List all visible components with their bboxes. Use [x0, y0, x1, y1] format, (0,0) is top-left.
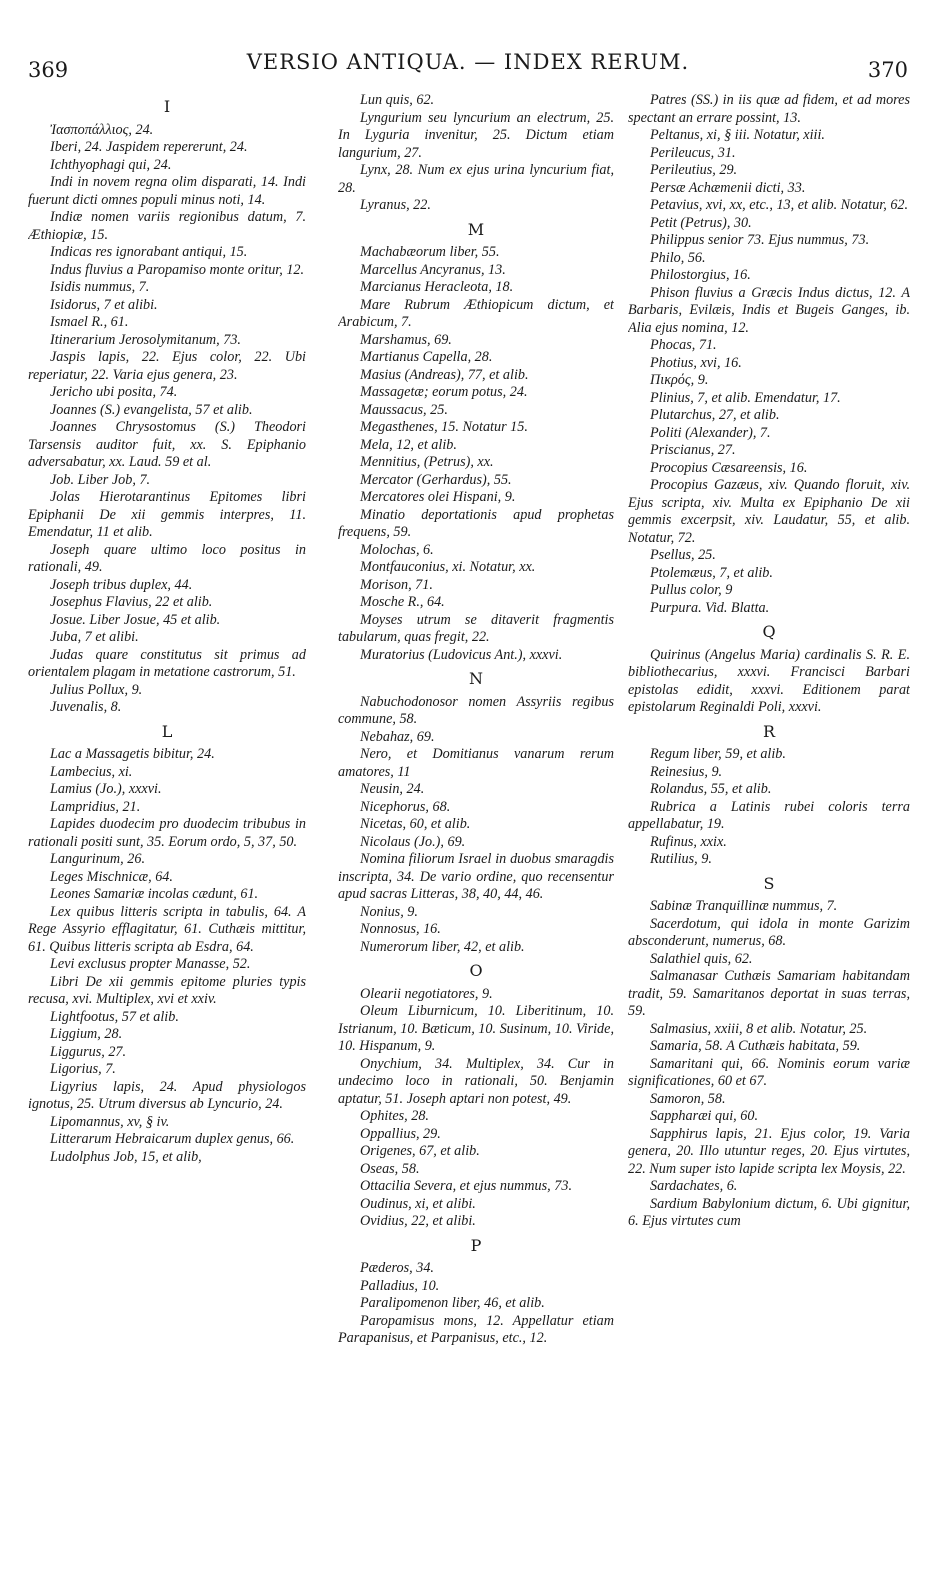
index-entry: Maussacus, 25.	[360, 401, 448, 418]
index-entry: Lyngurium seu lyncurium an electrum, 25. In Lyguria invenitur, 25. Dictum etiam langurium, 27.	[338, 109, 614, 161]
index-entry: Julius Pollux, 9.	[50, 681, 143, 698]
index-entry: Pullus color, 9	[650, 582, 733, 598]
index-entry: Mela, 12, et alib.	[360, 436, 457, 453]
index-entry: Onychium, 34. Multiplex, 34. Cur in undecimo loco in rationali, 50. Benjamin aptatur, 51. Joseph aptari non potest, 49.	[338, 1055, 614, 1107]
page-header	[28, 44, 908, 84]
index-entry: Levi exclusus propter Manasse, 52.	[50, 956, 251, 972]
index-entry: Rolandus, 55, et alib.	[650, 781, 772, 797]
index-entry: Massagetæ; eorum potus, 24.	[360, 384, 528, 400]
index-entry: Leges Mischnicæ, 64.	[50, 868, 173, 885]
index-entry: Marcianus Heracleota, 18.	[360, 279, 514, 295]
index-column-3	[628, 92, 910, 1562]
index-entry: Perileucus, 31.	[650, 144, 736, 161]
section-letter: O	[469, 961, 483, 980]
index-entry: Joannes Chrysostomus (S.) Theodori Tarsensis auditor fuit, xx. S. Epiphanio adversabatur, xx. Laud. 59 et al.	[28, 419, 306, 470]
index-entry: Lambecius, xi.	[50, 763, 133, 780]
index-entry: Isidorus, 7 et alibi.	[50, 296, 158, 313]
index-entry: Persæ Achæmenii dicti, 33.	[650, 179, 806, 196]
index-entry: Nonnosus, 16.	[360, 921, 441, 937]
index-entry: Mercator (Gerhardus), 55.	[360, 471, 512, 488]
index-entry: Itinerarium Jerosolymitanum, 73.	[50, 331, 241, 348]
index-entry: Palladius, 10.	[360, 1277, 440, 1294]
index-entry: Nonius, 9.	[360, 903, 418, 920]
index-entry: Rubrica a Latinis rubei coloris terra appellabatur, 19.	[628, 798, 910, 832]
index-entry: Lipomannus, xv, § iv.	[50, 1113, 170, 1130]
index-entry: Leones Samariæ incolas cædunt, 61.	[50, 886, 259, 902]
index-entry: Moyses utrum se ditaverit fragmentis tabularum, quas fregit, 22.	[338, 611, 614, 645]
index-entry: Indicas res ignorabant antiqui, 15.	[50, 244, 248, 260]
index-entry: Oudinus, xi, et alibi.	[360, 1195, 476, 1212]
index-entry: Masius (Andreas), 77, et alib.	[360, 366, 529, 383]
index-entry: Oleum Liburnicum, 10. Liberitinum, 10. Istrianum, 10. Bæticum, 10. Susinum, 10. Viride, 10. Hispanum, 9.	[338, 1003, 614, 1054]
index-entry: Ottacilia Severa, et ejus nummus, 73.	[360, 1178, 572, 1194]
index-entry: Sacerdotum, qui idola in monte Garizim absconderunt, numerus, 68.	[628, 915, 910, 949]
index-entry: Ichthyophagi qui, 24.	[50, 156, 172, 173]
index-entry: Isidis nummus, 7.	[50, 279, 150, 295]
index-entry: Muratorius (Ludovicus Ant.), xxxvi.	[360, 646, 563, 663]
index-entry: Mennitius, (Petrus), xx.	[360, 454, 494, 470]
index-entry: Πικρός, 9.	[650, 372, 709, 388]
index-entry: Nicetas, 60, et alib.	[360, 816, 471, 832]
index-column-1	[28, 92, 306, 1562]
index-entry: Morison, 71.	[360, 576, 433, 593]
index-entry: Litterarum Hebraicarum duplex genus, 66.	[50, 1131, 295, 1147]
index-entry: Ἰασποπάλλιος, 24.	[50, 121, 154, 138]
index-entry: Procopius Gazæus, xiv. Quando floruit, xiv. Ejus scripta, xiv. Multa ex Epiphanio De xii gemmis excerpsit, xiv. Laudatur, 55, et alib. Notatur, 72.	[628, 477, 910, 546]
section-letter: Q	[762, 622, 776, 641]
index-entry: Procopius Cæsareensis, 16.	[650, 459, 808, 476]
index-entry: Quirinus (Angelus Maria) cardinalis S. R. E. bibliothecarius, xxxvi. Francisci Barbari epistolas edidit, xxxvi. Editionem parat epistolarum Reginaldi Poli, xxxvi.	[628, 646, 910, 715]
index-entry: Neusin, 24.	[360, 781, 425, 797]
index-entry: Sappharæi qui, 60.	[650, 1108, 758, 1124]
index-entry: Sardachates, 6.	[650, 1178, 738, 1194]
index-entry: Psellus, 25.	[650, 547, 716, 563]
index-entry: Samaria, 58. A Cuthæis habitata, 59.	[650, 1038, 861, 1054]
index-entry: Nomina filiorum Israel in duobus smaragdis inscripta, 34. De vario ordine, quo recensentur apud sacras Litteras, 38, 40, 44, 46.	[338, 851, 614, 902]
index-entry: Lex quibus litteris scripta in tabulis, 64. A Rege Assyrio efflagitatur, 61. Cuthæis mittitur, 61. Quibus litteris scripta ab Esdra, 64.	[28, 903, 306, 955]
index-entry: Machabæorum liber, 55.	[360, 244, 500, 260]
index-entry: Lampridius, 21.	[50, 798, 141, 815]
index-entry: Politi (Alexander), 7.	[650, 424, 771, 441]
index-entry: Phocas, 71.	[650, 337, 717, 353]
index-entry: Lynx, 28. Num ex ejus urina lyncurium fiat, 28.	[338, 162, 614, 196]
index-entry: Olearii negotiatores, 9.	[360, 985, 493, 1002]
index-entry: Ligorius, 7.	[50, 1061, 116, 1077]
index-entry: Marshamus, 69.	[360, 331, 452, 348]
index-entry: Phison fluvius a Græcis Indus dictus, 12. A Barbaris, Evilæis, Indis et Bugeis Ganges, ib. Alia ejus nomina, 12.	[628, 284, 910, 336]
index-entry: Liggurus, 27.	[50, 1043, 127, 1060]
index-entry: Lun quis, 62.	[360, 92, 435, 108]
index-entry: Ligyrius lapis, 24. Apud physiologos ignotus, 25. Utrum diversus ab Lyncurio, 24.	[28, 1078, 306, 1112]
section-letter: S	[763, 873, 775, 893]
index-entry: Marcellus Ancyranus, 13.	[360, 261, 506, 278]
index-entry: Oppallius, 29.	[360, 1125, 441, 1142]
index-entry: Ovidius, 22, et alibi.	[360, 1213, 476, 1229]
index-entry: Oseas, 58.	[360, 1160, 420, 1177]
index-entry: Iberi, 24. Jaspidem repererunt, 24.	[50, 139, 248, 155]
index-entry: Juvenalis, 8.	[50, 699, 122, 715]
index-entry: Purpura. Vid. Blatta.	[650, 599, 770, 616]
index-entry: Liggium, 28.	[50, 1026, 123, 1042]
index-entry: Joannes (S.) evangelista, 57 et alib.	[50, 401, 253, 418]
section-letter: N	[469, 669, 483, 688]
index-entry: Ludolphus Job, 15, et alib,	[50, 1148, 202, 1165]
index-entry: Martianus Capella, 28.	[360, 349, 493, 365]
index-entry: Josue. Liber Josue, 45 et alib.	[50, 611, 221, 628]
index-entry: Ptolemæus, 7, et alib.	[650, 564, 773, 581]
index-entry: Photius, xvi, 16.	[650, 354, 742, 371]
index-entry: Nabuchodonosor nomen Assyriis regibus commune, 58.	[338, 693, 614, 727]
index-entry: Nicolaus (Jo.), 69.	[360, 833, 466, 850]
index-entry: Philo, 56.	[650, 249, 706, 266]
index-entry: Pæderos, 34.	[360, 1260, 434, 1276]
index-entry: Job. Liber Job, 7.	[50, 471, 151, 488]
index-entry: Indiæ nomen variis regionibus datum, 7. Æthiopiæ, 15.	[28, 209, 306, 243]
running-title: VERSIO ANTIQUA. — INDEX RERUM.	[246, 50, 690, 74]
index-entry: Salathiel quis, 62.	[650, 950, 753, 967]
section-letter: I	[163, 97, 171, 116]
index-entry: Peltanus, xi, § iii. Notatur, xiii.	[650, 127, 825, 143]
index-entry: Philostorgius, 16.	[650, 267, 751, 283]
index-entry: Ophites, 28.	[360, 1108, 429, 1124]
index-column-2	[338, 92, 614, 1562]
page-number-right: 370	[867, 58, 908, 82]
index-entry: Joseph quare ultimo loco positus in rationali, 49.	[28, 541, 306, 575]
index-entry: Sardium Babylonium dictum, 6. Ubi gignitur, 6. Ejus virtutes cum	[628, 1195, 910, 1229]
index-entry: Mosche R., 64.	[360, 594, 445, 610]
index-entry: Libri De xii gemmis epitome pluries typis recusa, xvi. Multiplex, xvi et xxiv.	[28, 973, 306, 1007]
index-entry: Samoron, 58.	[650, 1090, 726, 1107]
index-entry: Jaspis lapis, 22. Ejus color, 22. Ubi reperiatur, 22. Varia ejus genera, 23.	[28, 349, 306, 383]
index-entry: Montfauconius, xi. Notatur, xx.	[360, 559, 536, 575]
index-entry: Paropamisus mons, 12. Appellatur etiam Parapanisus, et Parpanisus, etc., 12.	[338, 1312, 614, 1346]
index-entry: Molochas, 6.	[360, 541, 434, 558]
index-entry: Lamius (Jo.), xxxvi.	[50, 781, 162, 797]
index-entry: Lac a Massagetis bibitur, 24.	[50, 746, 215, 762]
section-letter: R	[762, 721, 776, 741]
index-entry: Judas quare constitutus sit primus ad orientalem plagam in metatione castrorum, 51.	[28, 646, 306, 680]
index-entry: Nicephorus, 68.	[360, 798, 451, 815]
index-entry: Nebahaz, 69.	[360, 728, 435, 745]
index-entry: Lightfootus, 57 et alib.	[50, 1008, 179, 1025]
index-entry: Plutarchus, 27, et alib.	[650, 407, 780, 423]
index-entry: Minatio deportationis apud prophetas frequens, 59.	[338, 506, 614, 540]
section-letter: M	[467, 219, 485, 239]
index-entry: Origenes, 67, et alib.	[360, 1143, 480, 1159]
index-entry: Jolas Hierotarantinus Epitomes libri Epiphanii De xii gemmis interpres, 11. Emendatur, 11 et alib.	[28, 489, 306, 540]
index-entry: Petit (Petrus), 30.	[650, 214, 752, 231]
index-entry: Numerorum liber, 42, et alib.	[360, 938, 525, 955]
index-entry: Sapphirus lapis, 21. Ejus color, 19. Varia genera, 20. Illo utuntur reges, 20. Ejus virtutes, 22. Num super isto lapide scripta lex Moysis, 22.	[628, 1125, 910, 1177]
index-entry: Jericho ubi posita, 74.	[50, 384, 178, 400]
index-entry: Mare Rubrum Æthiopicum dictum, et Arabicum, 7.	[338, 296, 614, 330]
index-entry: Plinius, 7, et alib. Emendatur, 17.	[650, 389, 841, 406]
index-entry: Salmasius, xxiii, 8 et alib. Notatur, 25.	[650, 1020, 868, 1037]
index-entry: Mercatores olei Hispani, 9.	[360, 489, 516, 505]
index-entry: Salmanasar Cuthæis Samariam habitandam tradit, 59. Samaritanos deportat in suas terras, 59.	[628, 968, 910, 1019]
index-entry: Samaritani qui, 66. Nominis eorum variæ significationes, 60 et 67.	[628, 1055, 910, 1089]
index-entry: Rutilius, 9.	[650, 851, 712, 867]
index-entry: Nero, et Domitianus vanarum rerum amatores, 11	[338, 746, 614, 780]
index-entry: Petavius, xvi, xx, etc., 13, et alib. Notatur, 62.	[650, 197, 909, 213]
index-entry: Lapides duodecim pro duodecim tribubus in rationali positi sunt, 35. Eorum ordo, 5, 37, 50.	[28, 816, 306, 850]
index-entry: Regum liber, 59, et alib.	[650, 746, 786, 762]
index-entry: Sabinæ Tranquillinæ nummus, 7.	[650, 898, 838, 914]
index-entry: Priscianus, 27.	[650, 442, 736, 458]
index-entry: Lyranus, 22.	[360, 197, 431, 213]
index-entry: Perileutius, 29.	[650, 162, 738, 178]
index-entry: Reinesius, 9.	[650, 763, 723, 780]
index-entry: Rufinus, xxix.	[650, 833, 727, 850]
index-entry: Indus fluvius a Paropamiso monte oritur, 12.	[50, 261, 305, 278]
index-entry: Langurinum, 26.	[50, 851, 145, 867]
index-entry: Philippus senior 73. Ejus nummus, 73.	[650, 232, 870, 248]
index-entry: Joseph tribus duplex, 44.	[50, 576, 193, 593]
section-letter: L	[161, 721, 173, 741]
section-letter: P	[470, 1235, 482, 1255]
index-entry: Megasthenes, 15. Notatur 15.	[360, 419, 528, 435]
index-entry: Josephus Flavius, 22 et alib.	[50, 594, 213, 610]
index-entry: Indi in novem regna olim disparati, 14. Indi fuerunt dicti omnes populi minus noti, 14.	[28, 174, 306, 208]
page-number-left: 369	[28, 58, 69, 82]
index-entry: Ismael R., 61.	[50, 314, 129, 330]
index-entry: Patres (SS.) in iis quæ ad fidem, et ad mores spectant an errare possint, 13.	[628, 92, 910, 126]
index-entry: Paralipomenon liber, 46, et alib.	[360, 1295, 545, 1311]
index-entry: Juba, 7 et alibi.	[50, 629, 139, 645]
